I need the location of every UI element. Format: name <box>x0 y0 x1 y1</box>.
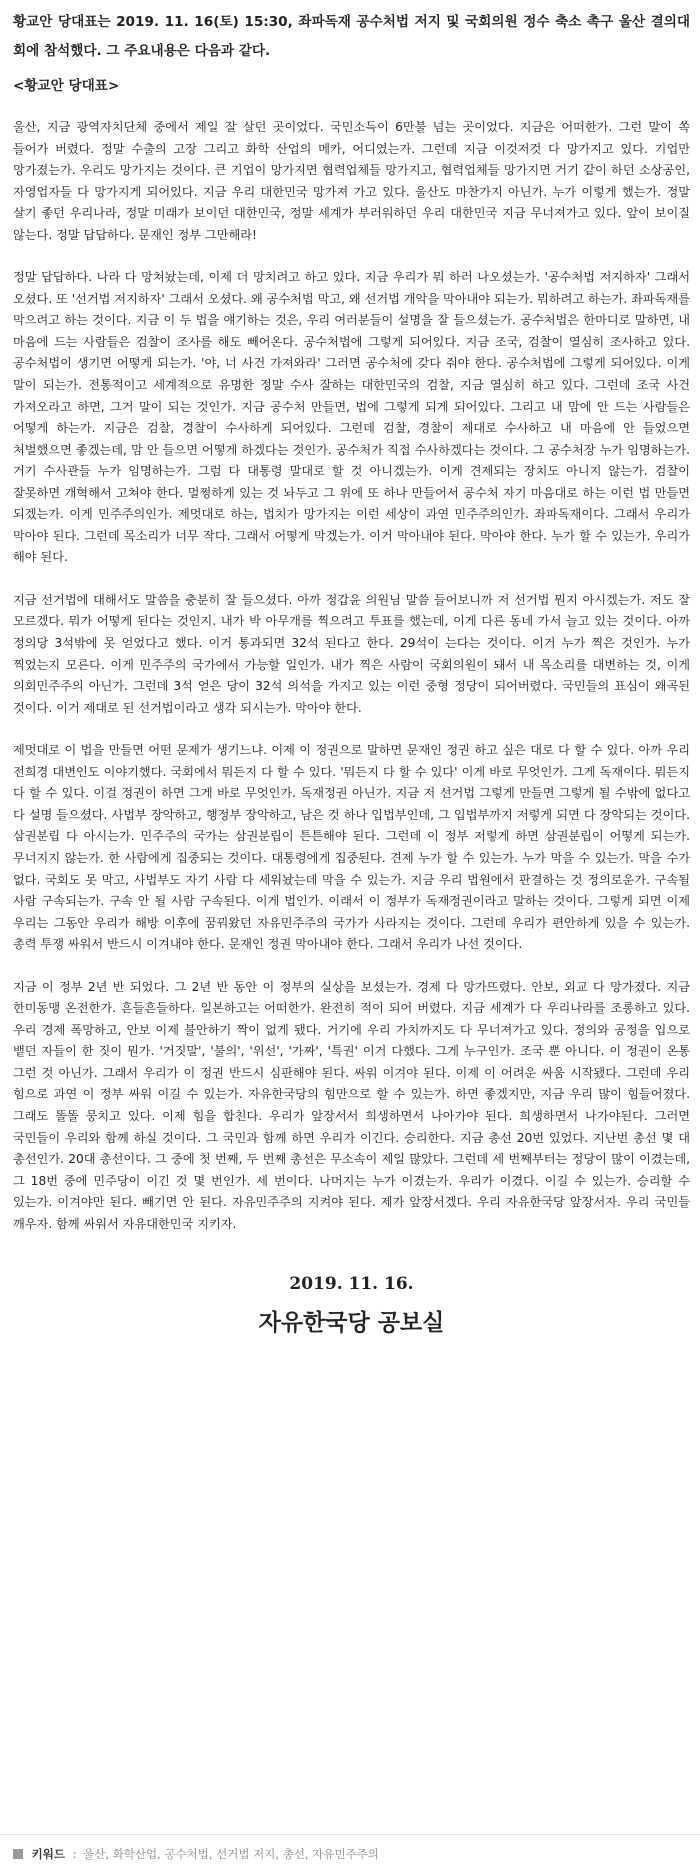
square-bullet-icon <box>13 1849 23 1859</box>
keyword-list: 울산, 화학산업, 공수처법, 선거법 저지, 총선, 자유민주주의 <box>83 1847 379 1861</box>
keyword-bar <box>0 1834 700 1872</box>
speech-paragraph: 지금 이 정부 2년 반 되었다. 그 2년 반 동안 이 정부의 실상을 보셨는가. 경제 다 망가뜨렸다. 안보, 외교 다 망가졌다. 지금 한미동맹 온전한가. 흔들흔들하다. 일본하고는 어떠한가. 완전히 적이 되어 버렸다. 지금 세계가 다 우리나라를 조롱하고 있다. 우리 경제 폭망하고, 안보 이제 불안하기 짝이 없게 됐다. 거기에 우리 가치까지도 다 무너져가고 있다. 정의와 공정을 입으로 뱉던 자들이 한 짓이 뭔가. '거짓말', '불의', '위선', '가짜', '특권' 이거 다했다. 그게 누구인가. 조국 뿐 아니다. 이 정권이 온통 그런 것 아닌가. 그래서 우리가 이 정권 반드시 심판해야 된다. 싸워 이겨야 된다. 이제 이 어려운 싸움 시작됐다. 그런데 우리 힘으로 과연 이 정부 싸워 이길 수 있는가. 자유한국당의 힘만으로 할 수 있는가. 하면 좋겠지만, 지금 우리 많이 힘들어졌다. 그래도 똘똘 뭉치고 있다. 이제 힘을 합친다. 우리가 앞장서서 희생하면서 나아가야 된다. 희생하면서 나가야된다. 그러면 국민들이 우리와 함께 하실 것이다. 그 국민과 함께 하면 우리가 이긴다. 승리한다. 지금 총선 20번 있었다. 지난번 총선 몇 대 총선인가. 20대 총선이다. 그 중에 첫 번째, 두 번째 총선은 무소속이 제일 많았다. 그런데 세 번째부터는 정당이 많이 이겼는데, 그 18번 중에 민주당이 이긴 것 몇 번인가. 세 번이다. 나머지는 누가 이겼는가. 우리가 이겼다. 이길 수 있는가. 승리할 수 있는가. 이겨야만 된다. 빼기면 안 된다. 자유민주주의 지켜야 된다. 제가 앞장서겠다. 우리 자유한국당 앞장서자. 우리 국민들 깨우자. 함께 싸워서 자유대한민국 지키자. <box>13 979 690 1231</box>
speech-paragraph: 제멋대로 이 법을 만들면 어떤 문제가 생기느냐. 이제 이 정권으로 말하면 문재인 정권 하고 싶은 대로 다 할 수 있다. 아까 우리 전희경 대변인도 이야기했다. 국회에서 뭐든지 다 할 수 있다. '뭐든지 다 할 수 있다' 이게 바로 무엇인가. 그게 독재이다. 뭐든지 다 할 수 있다. 이걸 정권이 하면 그게 바로 무엇인가. 독재정권 아닌가. 지금 저 선거법 그렇게 만들면 그렇게 될 수밖에 없다고 다 설명 들으셨다. 사법부 장악하고, 행정부 장악하고, 남은 것 하나 입법부인데, 그 입법부까지 저렇게 되면 다 장악되는 것이다. 삼권분립 다 아시는가. 민주주의 국가는 삼권분립이 튼튼해야 된다. 그런데 이 정부 저렇게 하면 삼권분립이 어떻게 되는가. 무너지지 않는가. 한 사람에게 집중되는 것이다. 대통령에게 집중된다. 견제 누가 할 수 있는가. 누가 막을 수 있는가. 막을 수가 없다. 국회도 못 막고, 사법부도 자기 사람 다 세워놨는데 막을 수 있는가. 지금 우리 법원에서 판결하는 것 정의로운가. 구속될 사람 구속되는가. 구속 안 될 사람 구속된다. 이게 법인가. 이래서 이 정부가 독재정권이라고 말하는 것이다. 그렇게 되면 이제 우리는 그동안 우리가 해방 이후에 꿈꿔왔던 자유민주주의 국가가 사라지는 것이다. 그런데 우리가 편안하게 있을 수 있는가. 총력 투쟁 싸워서 반드시 이겨내야 한다. 문재인 정권 막아내야 한다. 그래서 우리가 나선 것이다. <box>13 743 690 952</box>
speech-paragraph: 울산, 지금 광역자치단체 중에서 제일 잘 살던 곳이었다. 국민소득이 6만불 넘는 곳이었다. 지금은 어떠한가. 그런 말이 쏙 들어가 버렸다. 정말 수출의 고장 그리고 화학 산업의 메카, 어디였는가. 그런데 지금 이것저것 다 망가지고 있다. 기업만 망가졌는가. 우리도 망가지는 것이다. 큰 기업이 망가지면 협력업체들 망가지고, 협력업체들 망가지면 거기 같이 하던 소상공인, 자영업자들 다 망가지게 되어있다. 지금 우리 대한민국 망가져 가고 있다. 울산도 마찬가지 아닌가. 누가 이렇게 했는가. 정말 살기 좋던 우리나라, 정말 미래가 보이던 대한민국, 정말 세계가 부러워하던 우리 대한민국 지금 무너져가고 있다. 앞이 보이질 않는다. 정말 답답하다. 문재인 정부 그만해라! <box>13 120 690 242</box>
keyword-separator: : <box>72 1847 77 1861</box>
speech-paragraph: 정말 답답하다. 나라 다 망쳐놨는데, 이제 더 망치려고 하고 있다. 지금 우리가 뭐 하러 나오셨는가. '공수처법 저지하자' 그래서 오셨다. 또 '선거법 저지하자' 그래서 오셨다. 왜 공수처법 막고, 왜 선거법 개악을 막아내야 되는가. 뭐하려고 하는가. 좌파독재를 막으려고 하는 것이다. 지금 이 두 법을 얘기하는 것은, 우리 여러분들이 설명을 잘 들으셨는가. 공수처법은 한마디로 말하면, 내 마음에 드는 사람들은 검찰이 조사를 해도 빼어온다. 공수처법에 그렇게 되어있다. 지금 조국, 검찰이 열심히 조사하고 있다. 공수처법이 생기면 어떻게 되는가. '야, 너 사건 가져와라' 그러면 공수처에 갖다 줘야 한다. 공수처법에 그렇게 되어있다. 이게 말이 되는가. 전통적이고 세계적으로 유명한 정말 수사 잘하는 대한민국의 검찰, 지금 열심히 하고 있다. 그런데 조국 사건 가져오라고 하면, 그거 말이 되는 것인가. 지금 공수처 만들면, 법에 그렇게 되게 되어있다. 그리고 내 맘에 안 드는 사람들은 어떻게 하는가. 지금은 검찰, 경찰이 수사하게 되어있다. 그런데 검찰, 경찰이 제대로 수사하고 내 마음에 안 들었으면 처벌했으면 좋겠는데, 맘 안 들으면 어떻게 하겠다는 것인가. 공수처가 직접 수사하겠다는 것이다. 그 공수처장 누가 임명하는가. 거기 수사관들 누가 임명하는가. 그럼 다 대통령 말대로 할 것 아니겠는가. 이게 견제되는 장치도 아니지 않는가. 검찰이 잘못하면 개혁해서 고쳐야 한다. 멀쩡하게 있는 것 놔두고 그 위에 또 하나 만들어서 공수처 자기 마음대로 하는 이런 법 만들면 되겠는가. 이게 민주주의인가. 제멋대로 하는, 법치가 망가지는 이런 세상이 과연 민주주의인가. 좌파독재이다. 그래서 우리가 막아야 된다. 그런데 목소리가 너무 작다. 그래서 어떻게 막겠는가. 이거 막아내야 된다. 막아야 한다. 누가 할 수 있는가. 우리가 해야 된다. <box>13 270 690 565</box>
keyword-label: 키워드 <box>31 1847 65 1861</box>
speech-paragraph: 지금 선거법에 대해서도 말씀을 충분히 잘 들으셨다. 아까 정갑윤 의원님 말씀 들어보니까 저 선거법 뭔지 아시겠는가. 저도 잘 모르겠다. 뭐가 어떻게 된다는 것인지. 내가 박 아무개를 찍으려고 투표를 했는데, 이게 다른 동네 가서 늘고 있는 것이다. 아까 정의당 3석밖에 못 얻었다고 했다. 이거 통과되면 32석 된다고 한다. 29석이 는다는 것이다. 이거 누가 찍은 것인가. 누가 찍었는지 모른다. 이게 민주주의 국가에서 가능할 일인가. 내가 찍은 사람이 국회의원이 돼서 내 목소리를 대변하는 것, 이게 의회민주주의 아닌가. 그런데 3석 얻은 당이 32석 의석을 가지고 있는 이런 중형 정당이 되어버렸다. 국민들의 표심이 왜곡된 것이다. 이거 제대로 된 선거법이라고 생각 되시는가. 막아야 한다. <box>13 592 690 715</box>
speaker-heading: <황교안 당대표> <box>13 78 120 94</box>
issuing-office: 자유한국당 공보실 <box>258 1310 445 1337</box>
release-date: 2019. 11. 16. <box>289 1274 414 1295</box>
lead-paragraph: 황교안 당대표는 2019. 11. 16(토) 15:30, 좌파독재 공수처법 저지 및 국회의원 정수 축소 촉구 울산 결의대회에 참석했다. 그 주요내용은 다음과 같다. <box>13 14 690 59</box>
